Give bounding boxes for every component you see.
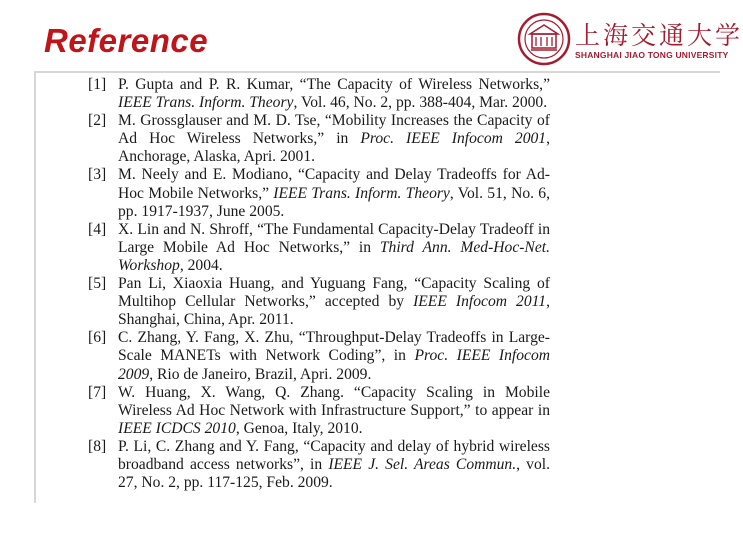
reference-number: [2] bbox=[88, 112, 107, 130]
reference-number: [5] bbox=[88, 275, 107, 293]
reference-item bbox=[88, 76, 550, 112]
reference-number: [1] bbox=[88, 76, 107, 93]
reference-number: [4] bbox=[88, 220, 107, 238]
reference-text: M. Neely and E. Modiano, “Capacity and Delay Tradeoffs for Ad-Hoc Mobile Networks,” IEEE Trans. Inform. Theory, Vol. 51, No. 6, pp. 1917-1937, June 2005. bbox=[118, 166, 550, 220]
reference-list bbox=[88, 76, 550, 524]
reference-item bbox=[88, 438, 550, 492]
reference-item bbox=[88, 112, 550, 166]
reference-text: P. Li, C. Zhang and Y. Fang, “Capacity and delay of hybrid wireless broadband access networks”, in IEEE J. Sel. Areas Commun., vol. 27, No. 2, pp. 117-125, Feb. 2009. bbox=[118, 437, 551, 492]
reference-number: [3] bbox=[88, 166, 107, 184]
university-emblem-icon bbox=[517, 12, 571, 66]
logo-chinese-name: 上海交通大学 bbox=[575, 21, 743, 50]
content-frame-top-border bbox=[34, 71, 720, 73]
reference-text: C. Zhang, Y. Fang, X. Zhu, “Throughput-Delay Tradeoffs in Large-Scale MANETs with Network Coding”, in Proc. IEEE Infocom 2009, Rio de Janeiro, Brazil, Apri. 2009. bbox=[118, 329, 551, 383]
reference-item bbox=[88, 221, 550, 275]
reference-number: [8] bbox=[88, 437, 107, 455]
reference-number: [6] bbox=[88, 329, 107, 347]
logo-english-name: SHANGHAI JIAO TONG UNIVERSITY bbox=[575, 50, 729, 60]
reference-number: [7] bbox=[88, 383, 107, 401]
reference-text: X. Lin and N. Shroff, “The Fundamental Capacity-Delay Tradeoff in Large Mobile Ad Hoc Networks,” in Third Ann. Med-Hoc-Net. Workshop, 2004. bbox=[118, 220, 550, 274]
reference-text: Pan Li, Xiaoxia Huang, and Yuguang Fang, “Capacity Scaling of Multihop Cellular Networks,” accepted by IEEE Infocom 2011, Shanghai, China, Apr. 2011. bbox=[118, 275, 550, 329]
reference-text: M. Grossglauser and M. D. Tse, “Mobility Increases the Capacity of Ad Hoc Wireless Networks,” in Proc. IEEE Infocom 2001, Anchorage, Alaska, Apri. 2001. bbox=[118, 112, 550, 166]
reference-text: W. Huang, X. Wang, Q. Zhang. “Capacity Scaling in Mobile Wireless Ad Hoc Network with Infrastructure Support,” to appear in IEEE ICDCS 2010, Genoa, Italy, 2010. bbox=[118, 383, 550, 437]
university-logo bbox=[515, 12, 743, 68]
reference-item bbox=[88, 329, 550, 383]
slide-title: Reference bbox=[44, 22, 209, 59]
content-frame-left-border bbox=[34, 71, 36, 503]
reference-text: P. Gupta and P. R. Kumar, “The Capacity of Wireless Networks,” IEEE Trans. Inform. Theory, Vol. 46, No. 2, pp. 388-404, Mar. 2000. bbox=[118, 76, 550, 112]
reference-item bbox=[88, 384, 550, 438]
reference-item bbox=[88, 166, 550, 220]
reference-item bbox=[88, 275, 550, 329]
